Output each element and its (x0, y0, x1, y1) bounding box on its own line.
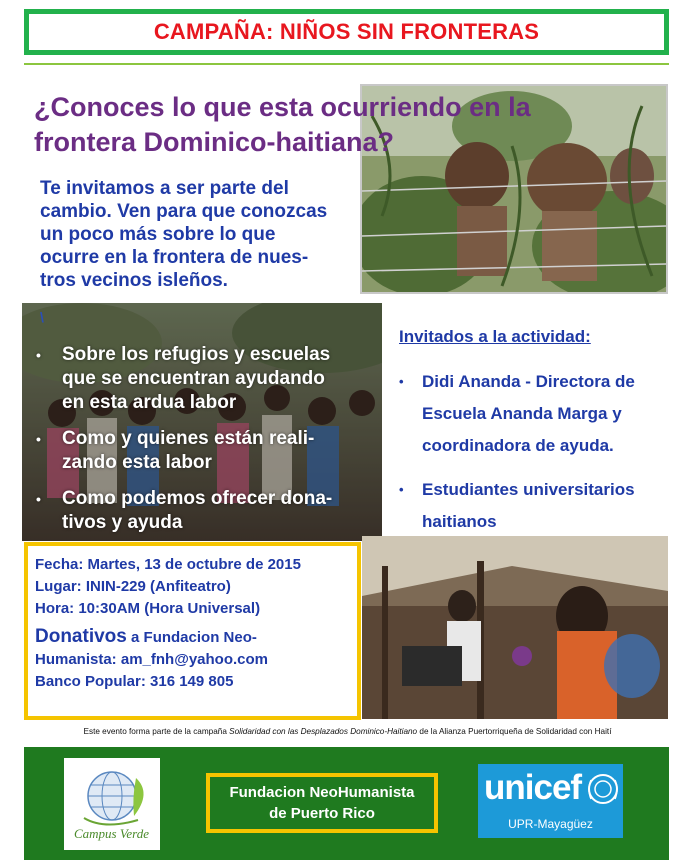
campaign-title: CAMPAÑA: NIÑOS SIN FRONTERAS (153, 19, 540, 44)
event-place: Lugar: ININ-229 (Anfiteatro) (35, 578, 231, 595)
topic-item (34, 487, 374, 535)
donations-line (35, 626, 357, 649)
topic-line: Como podemos ofrecer dona- (62, 488, 333, 509)
campus-logo-text: Campus Verde (74, 826, 149, 841)
globe-leaf-icon (64, 758, 160, 850)
topic-line: Sobre los refugios y escuelas (62, 344, 331, 365)
topic-line: Como y quienes están reali- (62, 428, 315, 449)
bullet-dot-icon: • (36, 347, 41, 363)
bullet-dot-icon: • (36, 431, 41, 447)
guest-line: Didi Ananda - Directora de (422, 372, 635, 391)
topic-line: zando esta labor (62, 452, 212, 473)
donations-label: Donativos (35, 626, 127, 647)
bullet-dot-icon: • (399, 482, 404, 497)
foundation-line: Fundacion NeoHumanista (229, 784, 415, 801)
guest-item (399, 366, 689, 462)
invite-line: tros vecinos isleños. (40, 270, 228, 291)
note-post: de la Alianza Puertorriqueña de Solidaridad con Haití (417, 727, 612, 736)
event-info-box (24, 542, 361, 720)
topic-item (34, 427, 374, 475)
main-headline (34, 90, 634, 160)
invitation-paragraph (40, 177, 370, 292)
topic-line: en esta ardua labor (62, 392, 237, 413)
unicef-emblem-icon (586, 772, 620, 808)
guest-line: haitianos (422, 512, 497, 531)
campus-verde-logo (64, 758, 160, 850)
unicef-wordmark: unicef (484, 768, 582, 807)
unicef-subtitle: UPR-Mayagüez (508, 817, 593, 831)
topic-line: que se encuentran ayudando (62, 368, 325, 389)
invite-line: ocurre en la frontera de nues- (40, 247, 309, 268)
guest-item (399, 474, 689, 538)
event-time: Hora: 10:30AM (Hora Universal) (35, 600, 261, 617)
bullet-dot-icon: • (399, 374, 404, 389)
guests-list (399, 366, 689, 550)
note-pre: Este evento forma parte de la campaña (83, 727, 230, 736)
guests-heading: Invitados a la actividad: (399, 327, 591, 346)
invite-line: cambio. Ven para que conozcas (40, 201, 328, 222)
header-divider (24, 63, 669, 65)
stray-backslash: \ (40, 309, 44, 325)
guest-line: Escuela Ananda Marga y (422, 404, 622, 423)
topics-list (34, 343, 374, 547)
tent-photo-illustration (362, 536, 668, 719)
topic-item (34, 343, 374, 415)
invite-line: Te invitamos a ser parte del (40, 178, 289, 199)
foundation-box (206, 773, 438, 833)
donations-text: a Fundacion Neo- (126, 629, 257, 646)
bullet-dot-icon: • (36, 491, 41, 507)
campaign-note (0, 727, 695, 736)
bank-account: Banco Popular: 316 149 805 (35, 673, 234, 690)
topic-line: tivos y ayuda (62, 512, 183, 533)
note-campaign-name: Solidaridad con las Desplazados Dominico-Haitiano (229, 727, 418, 736)
campaign-header-banner (24, 9, 669, 55)
guest-line: coordinadora de ayuda. (422, 436, 614, 455)
headline-line: ¿Conoces lo que esta ocurriendo en la (34, 92, 531, 122)
photo-tent-gathering (362, 536, 668, 719)
headline-line: frontera Dominico-haitiana? (34, 127, 395, 157)
donations-email: Humanista: am_fnh@yahoo.com (35, 651, 268, 668)
event-date: Fecha: Martes, 13 de octubre de 2015 (35, 556, 301, 573)
invite-line: un poco más sobre lo que (40, 224, 276, 245)
guest-line: Estudiantes universitarios (422, 480, 635, 499)
foundation-line: de Puerto Rico (269, 805, 375, 822)
